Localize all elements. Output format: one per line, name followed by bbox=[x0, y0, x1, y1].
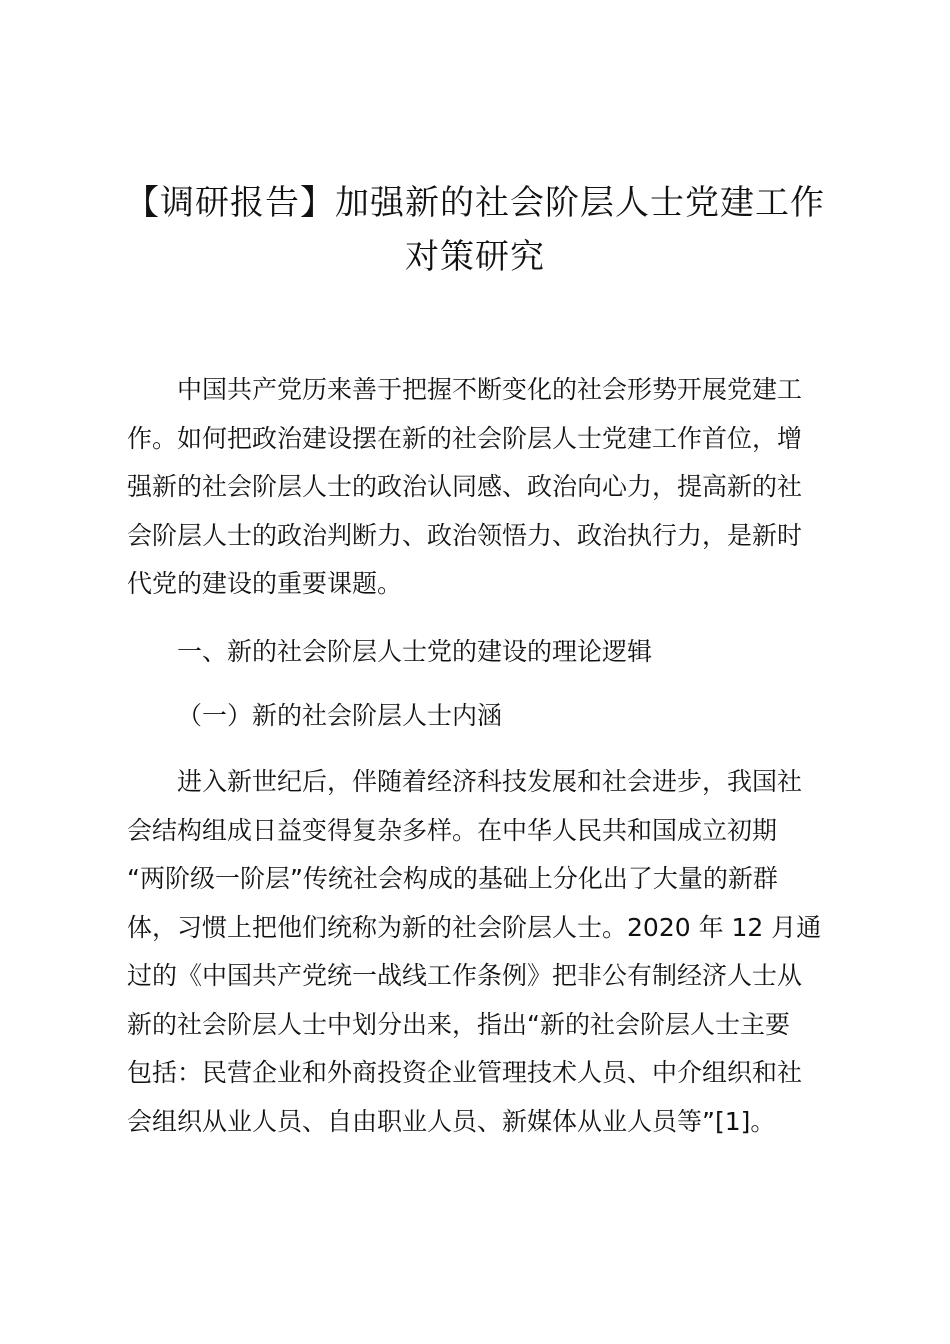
paragraph-line: 强新的社会阶层人士的政治认同感、政治向心力，提高新的社 bbox=[127, 472, 803, 501]
intro-paragraph bbox=[127, 366, 835, 609]
paragraph-line: 中国共产党历来善于把握不断变化的社会形势开展党建工 bbox=[177, 375, 803, 404]
paragraph-line: 体，习惯上把他们统称为新的社会阶层人士。2020 年 12 月通 bbox=[127, 912, 822, 942]
paragraph-line: 作。如何把政治建设摆在新的社会阶层人士党建工作首位，增 bbox=[127, 423, 803, 453]
paragraph-line: 会组织从业人员、自由职业人员、新媒体从业人员等”[1]。 bbox=[127, 1106, 776, 1136]
section-heading: 一、新的社会阶层人士党的建设的理论逻辑 bbox=[177, 637, 653, 666]
paragraph-line: 进入新世纪后，伴随着经济科技发展和社会进步，我国社 bbox=[177, 767, 803, 796]
paragraph-line: 会阶层人士的政治判断力、政治领悟力、政治执行力，是新时 bbox=[127, 520, 803, 550]
paragraph-line: 新的社会阶层人士中划分出来，指出“新的社会阶层人士主要 bbox=[127, 1009, 790, 1039]
paragraph-line: 代党的建设的重要课题。 bbox=[127, 569, 403, 598]
subsection-heading: （一）新的社会阶层人士内涵 bbox=[177, 701, 503, 730]
title-line-2: 对策研究 bbox=[405, 237, 545, 277]
paragraph-line: 过的《中国共产党统一战线工作条例》把非公有制经济人士从 bbox=[127, 961, 803, 990]
paragraph-line: 包括：民营企业和外商投资企业管理技术人员、中介组织和社 bbox=[127, 1058, 803, 1087]
paragraph-line: “两阶级一阶层”传统社会构成的基础上分化出了大量的新群 bbox=[127, 864, 778, 893]
body-paragraph bbox=[127, 758, 835, 1146]
title-line-1: 【调研报告】加强新的社会阶层人士党建工作 bbox=[125, 183, 825, 223]
paragraph-line: 会结构组成日益变得复杂多样。在中华人民共和国成立初期 bbox=[127, 815, 778, 845]
document-title bbox=[100, 176, 850, 284]
